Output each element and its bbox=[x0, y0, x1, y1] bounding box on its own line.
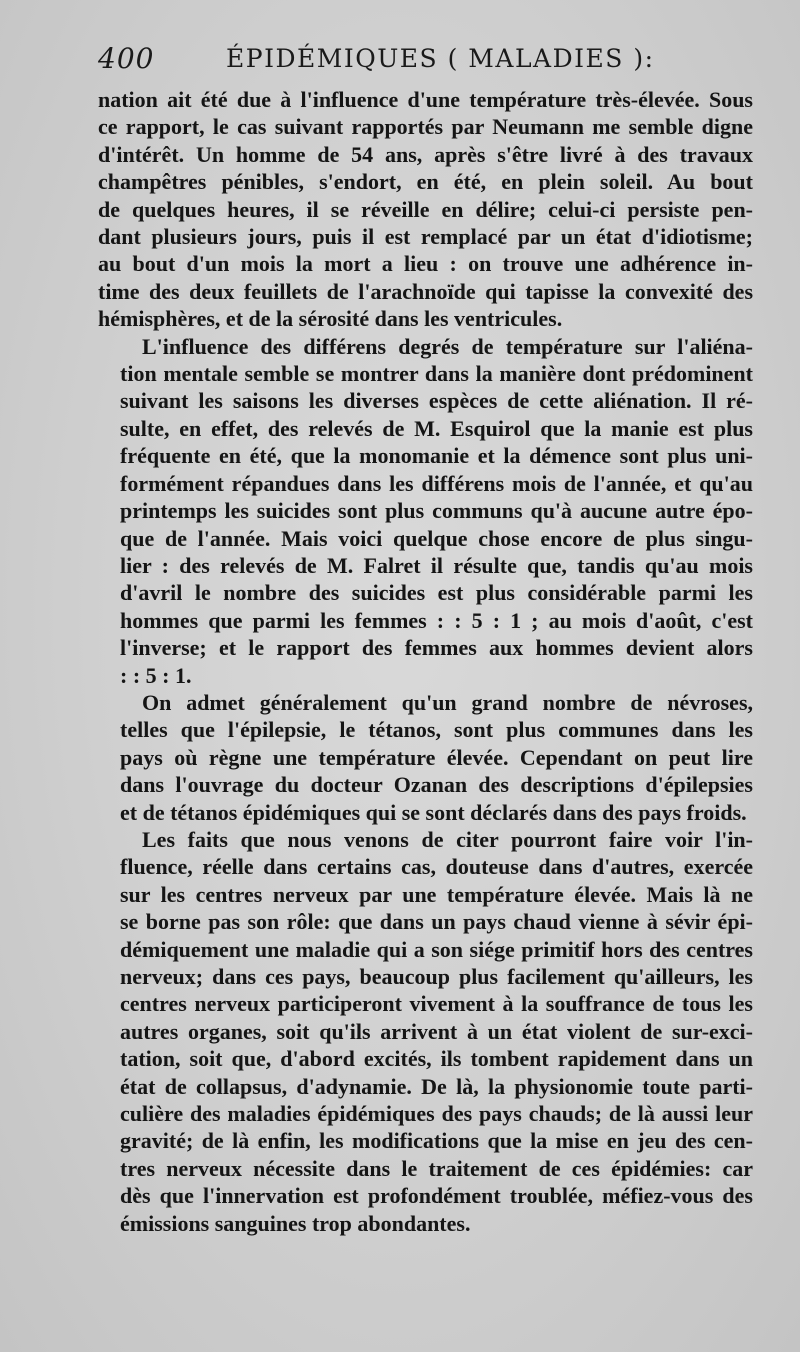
text-line: Les faits que nous venons de citer pourront faire voir l'in- bbox=[142, 826, 753, 852]
text-line: nation ait été due à l'influence d'une température très-élevée. Sous bbox=[98, 87, 753, 112]
text-line: d'avril le nombre des suicides est plus considérable parmi les bbox=[120, 580, 753, 606]
text-line: au bout d'un mois la mort a lieu : on trouve une adhérence in- bbox=[98, 251, 753, 277]
text-line: formément répandues dans les différens mois de l'année, et qu'au bbox=[120, 470, 753, 496]
paragraph bbox=[98, 826, 753, 1237]
paragraph bbox=[98, 333, 753, 689]
text-line: lier : des relevés de M. Falret il résulte que, tandis qu'au mois bbox=[120, 552, 753, 578]
text-line: l'inverse; et le rapport des femmes aux hommes devient alors bbox=[120, 635, 753, 661]
text-line: champêtres pénibles, s'endort, en été, en plein soleil. Au bout bbox=[98, 169, 753, 195]
page-number: 400 bbox=[98, 42, 155, 75]
text-line: pays où règne une température élevée. Cependant on peut lire bbox=[120, 744, 753, 770]
text-line: : : 5 : 1. bbox=[120, 662, 192, 688]
text-line: dès que l'innervation est profondément troublée, méfiez-vous des bbox=[120, 1183, 753, 1209]
text-line: hémisphères, et de la sérosité dans les ventricules. bbox=[98, 306, 563, 332]
text-line: se borne pas son rôle: que dans un pays chaud vienne à sévir épi- bbox=[120, 909, 753, 935]
text-line: telles que l'épilepsie, le tétanos, sont plus communes dans les bbox=[120, 717, 753, 743]
text-line: sur les centres nerveux par une température élevée. Mais là ne bbox=[120, 881, 753, 907]
running-title: ÉPIDÉMIQUES ( MALADIES ): bbox=[226, 44, 655, 73]
text-line: culière des maladies épidémiques des pays chauds; de là aussi leur bbox=[120, 1101, 753, 1127]
text-line: time des deux feuillets de l'arachnoïde qui tapisse la convexité des bbox=[98, 278, 753, 304]
paragraph bbox=[98, 86, 753, 333]
text-line: dans l'ouvrage du docteur Ozanan des descriptions d'épilepsies bbox=[120, 772, 753, 798]
text-line: On admet généralement qu'un grand nombre de névroses, bbox=[142, 689, 753, 715]
text-line: état de collapsus, d'adynamie. De là, la physionomie toute parti- bbox=[120, 1073, 753, 1099]
text-line: de quelques heures, il se réveille en délire; celui-ci persiste pen- bbox=[98, 196, 753, 222]
text-line: dant plusieurs jours, puis il est remplacé par un état d'idiotisme; bbox=[98, 224, 753, 250]
text-line: L'influence des différens degrés de température sur l'aliéna- bbox=[142, 333, 753, 359]
text-line: gravité; de là enfin, les modifications que la mise en jeu des cen- bbox=[120, 1128, 753, 1154]
text-line: centres nerveux participeront vivement à la souffrance de tous les bbox=[120, 991, 753, 1017]
text-line: démiquement une maladie qui a son siége primitif hors des centres bbox=[120, 936, 753, 962]
text-line: d'intérêt. Un homme de 54 ans, après s'être livré à des travaux bbox=[98, 141, 753, 167]
page-header bbox=[98, 42, 738, 82]
text-line: hommes que parmi les femmes : : 5 : 1 ; au mois d'août, c'est bbox=[120, 607, 753, 633]
text-line: printemps les suicides sont plus communs qu'à aucune autre épo- bbox=[120, 498, 753, 524]
text-line: fréquente en été, que la monomanie et la démence sont plus uni- bbox=[120, 443, 753, 469]
text-line: et de tétanos épidémiques qui se sont déclarés dans des pays froids. bbox=[120, 799, 747, 825]
text-line: nerveux; dans ces pays, beaucoup plus facilement qu'ailleurs, les bbox=[120, 964, 753, 989]
text-line: autres organes, soit qu'ils arrivent à un état violent de sur-exci- bbox=[120, 1018, 753, 1044]
text-line: sulte, en effet, des relevés de M. Esquirol que la manie est plus bbox=[120, 415, 753, 441]
text-line: tres nerveux nécessite dans le traitement de ces épidémies: car bbox=[120, 1155, 753, 1181]
text-line: suivant les saisons les diverses espèces de cette aliénation. Il ré- bbox=[120, 388, 753, 414]
body-text bbox=[98, 86, 753, 1237]
text-line: fluence, réelle dans certains cas, douteuse dans d'autres, exercée bbox=[120, 854, 753, 880]
text-line: tion mentale semble se montrer dans la manière dont prédominent bbox=[120, 361, 753, 387]
text-line: tation, soit que, d'abord excités, ils tombent rapidement dans un bbox=[120, 1046, 753, 1072]
text-line: émissions sanguines trop abondantes. bbox=[120, 1210, 471, 1236]
text-line: ce rapport, le cas suivant rapportés par Neumann me semble digne bbox=[98, 114, 753, 140]
text-line: que de l'année. Mais voici quelque chose encore de plus singu- bbox=[120, 525, 753, 551]
paragraph bbox=[98, 689, 753, 826]
